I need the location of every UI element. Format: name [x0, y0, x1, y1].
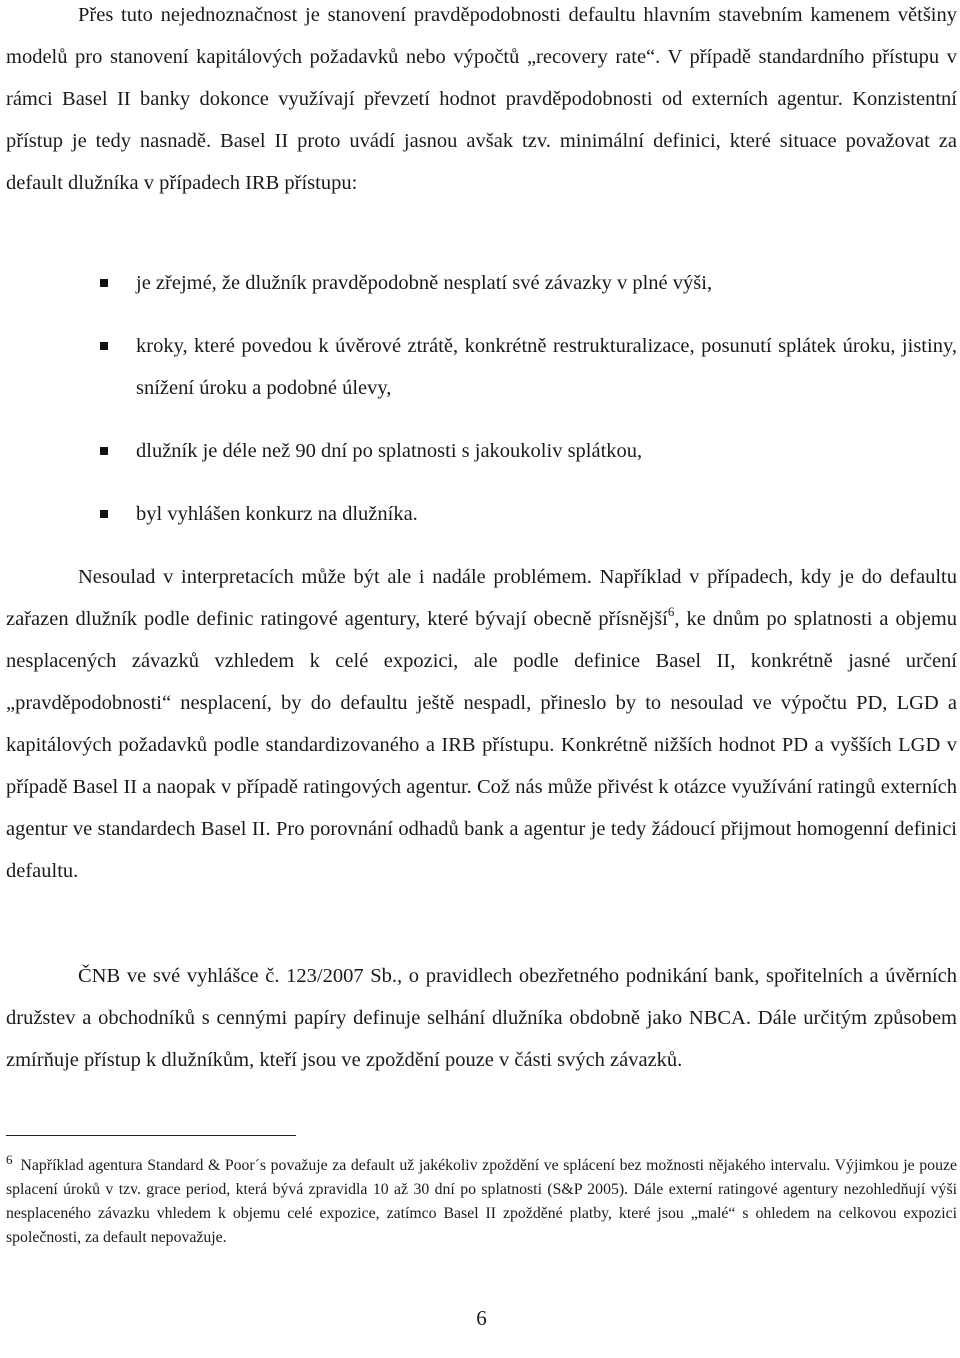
bullet-text: je zřejmé, že dlužník pravděpodobně nesplatí své závazky v plné výši, [136, 272, 713, 294]
footnote-divider [6, 1135, 296, 1136]
bullet-text: byl vyhlášen konkurz na dlužníka. [136, 503, 418, 525]
bullet-item [6, 262, 957, 304]
square-bullet-icon [100, 342, 108, 350]
paragraph: ČNB ve své vyhlášce č. 123/2007 Sb., o pravidlech obezřetného podnikání bank, spořitelních a úvěrních družstev a obchodníků s cennými papíry definuje selhání dlužníka obdobně jako NBCA. Dále určitým způsobem zmírňuje přístup k dlužníkům, kteří jsou ve zpoždění pouze v části svých závazků. [6, 965, 957, 1071]
footnote-number: 6 [6, 1152, 13, 1167]
bullet-text: kroky, které povedou k úvěrové ztrátě, konkrétně restrukturalizace, posunutí splátek úroku, jistiny, snížení úroku a podobné úlevy, [136, 335, 957, 399]
square-bullet-icon [100, 447, 108, 455]
bullet-text: dlužník je déle než 90 dní po splatnosti s jakoukoliv splátkou, [136, 440, 643, 462]
bullet-item [6, 493, 957, 535]
footnote [6, 1148, 957, 1250]
bullet-list [6, 262, 957, 556]
paragraph: Přes tuto nejednoznačnost je stanovení pravděpodobnosti defaultu hlavním stavebním kamenem většiny modelů pro stanovení kapitálových požadavků nebo výpočtů „recovery rate“. V případě standardního přístupu v rámci Basel II banky dokonce využívají převzetí hodnot pravděpodobnosti od externích agentur. Konzistentní přístup je tedy nasnadě. Basel II proto uvádí jasnou avšak tzv. minimální definici, které situace považovat za default dlužníka v případech IRB přístupu: [6, 4, 957, 194]
square-bullet-icon [100, 510, 108, 518]
bullet-item [6, 325, 957, 409]
paragraph-text: Nesoulad v interpretacích může být ale i nadále problémem. Například v případech, kdy je do defaultu zařazen dlužník podle definic ratingové agentury, které bývají obecně přísnější [6, 566, 957, 630]
footnote-text: Například agentura Standard & Poor´s považuje za default už jakékoliv zpoždění ve splácení bez možnosti nějakého intervalu. Výjimkou je pouze splacení úroků v tzv. grace period, která bývá zpravidla 10 až 30 dní po splatnosti (S&P 2005). Dále externí ratingové agentury nezohledňují výši nesplaceného závazku vhledem k objemu celé expozice, zatímco Basel II zpožděné platby, které jsou „malé“ s ohledem na celkovou expozici společnosti, za default nepovažuje. [6, 1157, 957, 1246]
paragraph-text: , ke dnům po splatnosti a objemu nesplacených závazků vzhledem k celé expozici, ale podle definice Basel II, konkrétně jasné určení „pravděpodobnosti“ nesplacení, by do defaultu ještě nespadl, přineslo by to nesoulad ve výpočtu PD, LGD a kapitálových požadavků podle standardizovaného a IRB přístupu. Konkrétně nižších hodnot PD a vyšších LGD v případě Basel II a naopak v případě ratingových agentur. Což nás může přivést k otázce využívání ratingů externích agentur ve standardech Basel II. Pro porovnání odhadů bank a agentur je tedy žádoucí přijmout homogenní definici defaultu. [6, 608, 957, 882]
page-number: 6 [476, 1306, 487, 1330]
footnote-reference[interactable]: 6 [667, 604, 675, 619]
paragraph [6, 556, 957, 892]
bullet-item [6, 430, 957, 472]
square-bullet-icon [100, 279, 108, 287]
